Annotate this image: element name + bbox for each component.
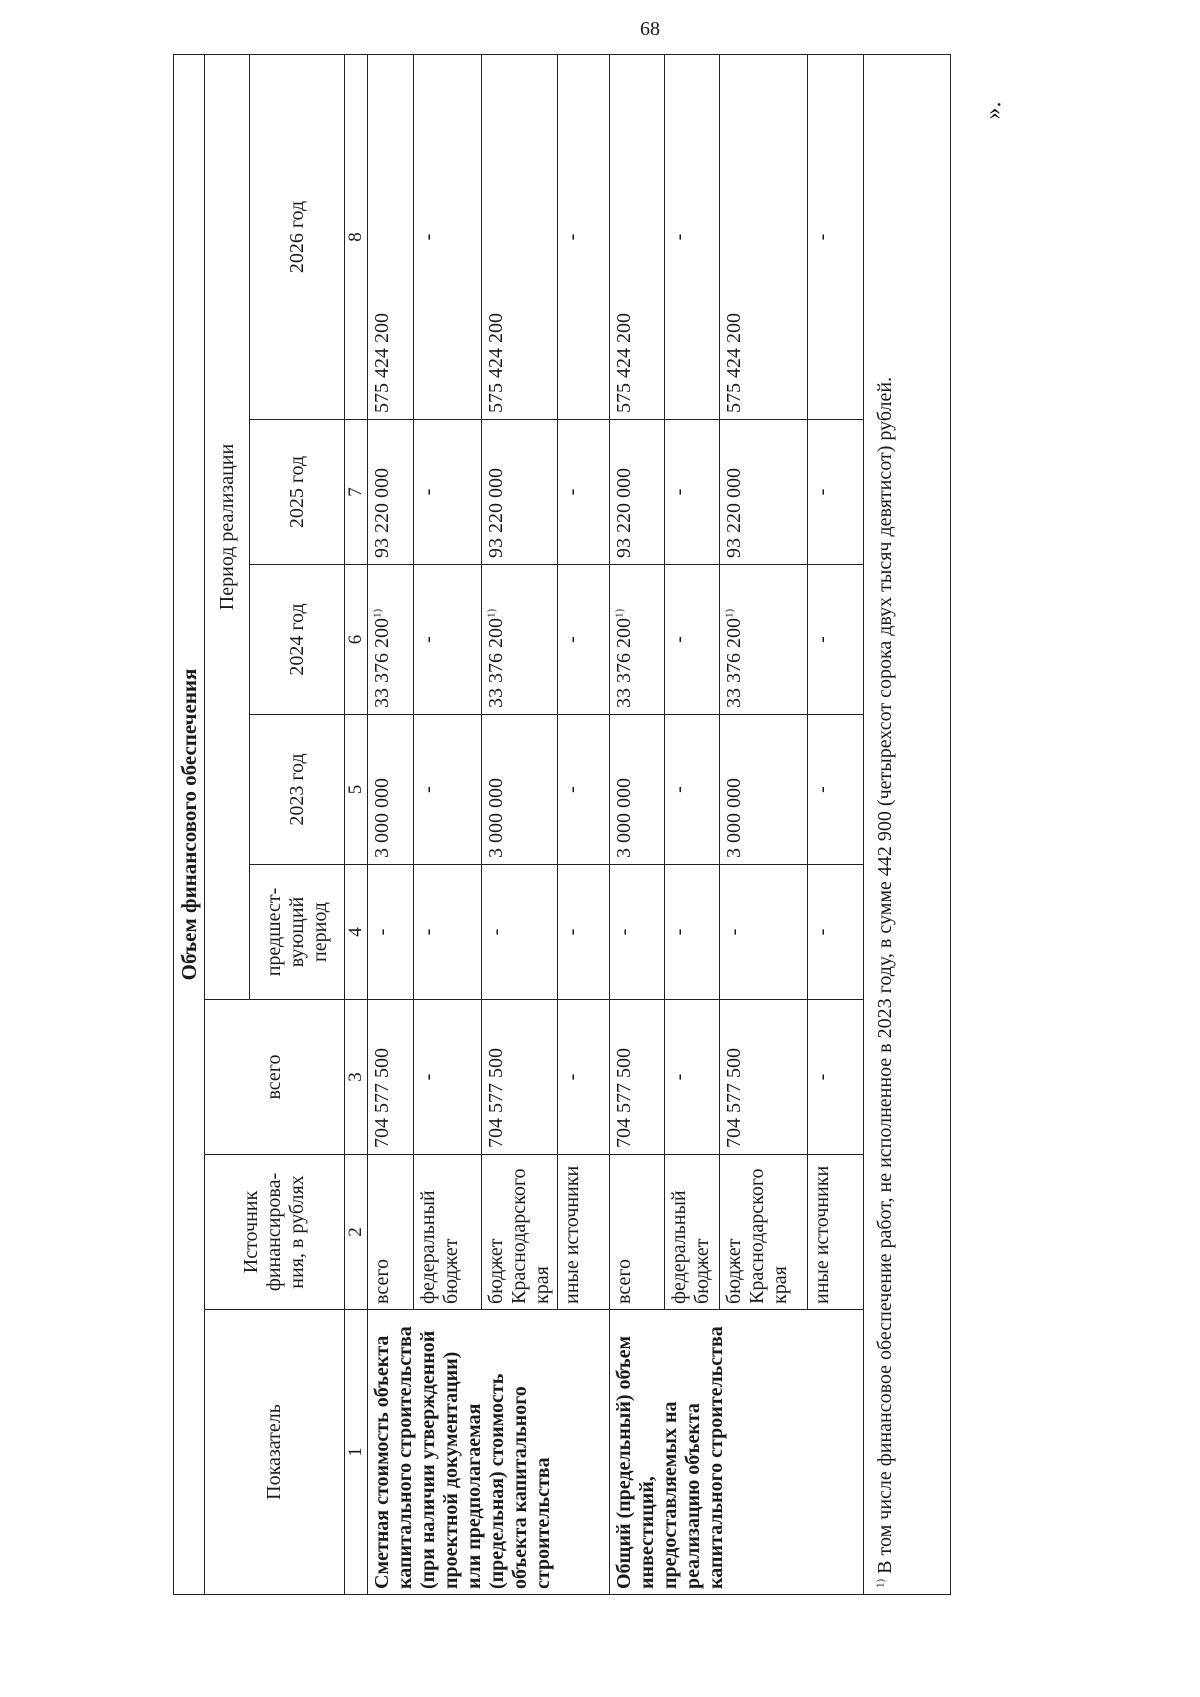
year-2024-cell bbox=[368, 565, 414, 715]
prior-cell: - bbox=[368, 865, 414, 1000]
page-number: 68 bbox=[640, 18, 660, 40]
header-year-2026: 2026 год bbox=[250, 54, 345, 419]
year-2023-cell: 3 000 000 bbox=[482, 715, 558, 865]
header-prior: предшест-вующий период bbox=[250, 865, 345, 1000]
rotated-page-content bbox=[173, 55, 983, 1595]
table-title: Объем финансового обеспечения bbox=[174, 54, 205, 1594]
total-cell: 704 577 500 bbox=[482, 1000, 558, 1155]
header-total: всего bbox=[205, 1000, 345, 1155]
header-year-2025: 2025 год bbox=[250, 420, 345, 565]
prior-cell: - bbox=[610, 865, 665, 1000]
year-2025-cell: 93 220 000 bbox=[610, 420, 665, 565]
value: 33 376 200 bbox=[485, 618, 507, 708]
year-2024-cell bbox=[610, 565, 665, 715]
total-cell: 704 577 500 bbox=[610, 1000, 665, 1155]
year-2023-cell: 3 000 000 bbox=[610, 715, 665, 865]
year-2023-cell: 3 000 000 bbox=[720, 715, 808, 865]
financing-table bbox=[173, 54, 951, 1595]
footnote-ref: 1) bbox=[485, 608, 498, 618]
year-2025-cell: 93 220 000 bbox=[368, 420, 414, 565]
year-2026-cell: - bbox=[414, 54, 482, 419]
year-2026-cell: 575 424 200 bbox=[720, 54, 808, 419]
year-2026-cell: - bbox=[558, 54, 610, 419]
closing-quote: ». bbox=[980, 101, 1007, 120]
value: 33 376 200 bbox=[613, 618, 635, 708]
prior-cell: - bbox=[665, 865, 720, 1000]
year-2023-cell: - bbox=[665, 715, 720, 865]
year-2025-cell: 93 220 000 bbox=[720, 420, 808, 565]
year-2026-cell: 575 424 200 bbox=[368, 54, 414, 419]
year-2024-cell: - bbox=[808, 565, 864, 715]
prior-cell: - bbox=[558, 865, 610, 1000]
total-cell: - bbox=[558, 1000, 610, 1155]
year-2024-cell: - bbox=[414, 565, 482, 715]
footnote-text: В том числе финансовое обеспечение работ, не исполненное в 2023 году, в сумме 442 900 (четырехсот сорока двух тысяч девятисот) рублей. bbox=[874, 376, 896, 1574]
header-year-2023: 2023 год bbox=[250, 715, 345, 865]
column-number: 3 bbox=[345, 1000, 368, 1155]
source-cell: федеральный бюджет bbox=[414, 1155, 482, 1310]
indicator-cell: Сметная стоимость объекта капитального строительства (при наличии утвержденной проектной документации) или предполагаемая (предельная) стоимость объекта капитального строительства bbox=[368, 1310, 610, 1595]
header-indicator: Показатель bbox=[205, 1310, 345, 1595]
column-number: 2 bbox=[345, 1155, 368, 1310]
year-2023-cell: 3 000 000 bbox=[368, 715, 414, 865]
year-2025-cell: 93 220 000 bbox=[482, 420, 558, 565]
year-2023-cell: - bbox=[808, 715, 864, 865]
footnote-ref: 1) bbox=[723, 608, 736, 618]
year-2026-cell: - bbox=[808, 54, 864, 419]
source-cell: всего bbox=[368, 1155, 414, 1310]
total-cell: - bbox=[808, 1000, 864, 1155]
year-2024-cell bbox=[720, 565, 808, 715]
source-cell: иные источники bbox=[558, 1155, 610, 1310]
column-number: 6 bbox=[345, 565, 368, 715]
total-cell: - bbox=[414, 1000, 482, 1155]
year-2023-cell: - bbox=[414, 715, 482, 865]
footnote-ref: 1) bbox=[613, 608, 626, 618]
year-2024-cell: - bbox=[665, 565, 720, 715]
table-row bbox=[610, 54, 665, 1594]
header-year-2024: 2024 год bbox=[250, 565, 345, 715]
prior-cell: - bbox=[808, 865, 864, 1000]
source-cell: бюджет Краснодарского края bbox=[720, 1155, 808, 1310]
column-number: 8 bbox=[345, 54, 368, 419]
column-number: 1 bbox=[345, 1310, 368, 1595]
column-number: 5 bbox=[345, 715, 368, 865]
header-period: Период реализации bbox=[205, 54, 250, 999]
year-2023-cell: - bbox=[558, 715, 610, 865]
column-number: 4 bbox=[345, 865, 368, 1000]
table-row bbox=[368, 54, 414, 1594]
footnote-mark: 1) bbox=[874, 1578, 887, 1588]
year-2026-cell: - bbox=[665, 54, 720, 419]
year-2025-cell: - bbox=[558, 420, 610, 565]
total-cell: - bbox=[665, 1000, 720, 1155]
footnote-ref: 1) bbox=[371, 608, 384, 618]
footnote-row bbox=[864, 54, 951, 1594]
year-2025-cell: - bbox=[414, 420, 482, 565]
source-cell: федеральный бюджет bbox=[665, 1155, 720, 1310]
year-2026-cell: 575 424 200 bbox=[610, 54, 665, 419]
header-source: Источник финансирова-ния, в рублях bbox=[205, 1155, 345, 1310]
year-2025-cell: - bbox=[808, 420, 864, 565]
year-2024-cell: - bbox=[558, 565, 610, 715]
total-cell: 704 577 500 bbox=[368, 1000, 414, 1155]
total-cell: 704 577 500 bbox=[720, 1000, 808, 1155]
column-number: 7 bbox=[345, 420, 368, 565]
column-numbers-row bbox=[345, 54, 368, 1594]
value: 33 376 200 bbox=[723, 618, 745, 708]
prior-cell: - bbox=[414, 865, 482, 1000]
prior-cell: - bbox=[720, 865, 808, 1000]
source-cell: бюджет Краснодарского края bbox=[482, 1155, 558, 1310]
footnote bbox=[864, 54, 951, 1594]
prior-cell: - bbox=[482, 865, 558, 1000]
year-2025-cell: - bbox=[665, 420, 720, 565]
value: 33 376 200 bbox=[371, 618, 393, 708]
source-cell: иные источники bbox=[808, 1155, 864, 1310]
indicator-cell: Общий (предельный) объем инвестиций, предоставляемых на реализацию объекта капитального строительства bbox=[610, 1310, 864, 1595]
source-cell: всего bbox=[610, 1155, 665, 1310]
year-2024-cell bbox=[482, 565, 558, 715]
year-2026-cell: 575 424 200 bbox=[482, 54, 558, 419]
